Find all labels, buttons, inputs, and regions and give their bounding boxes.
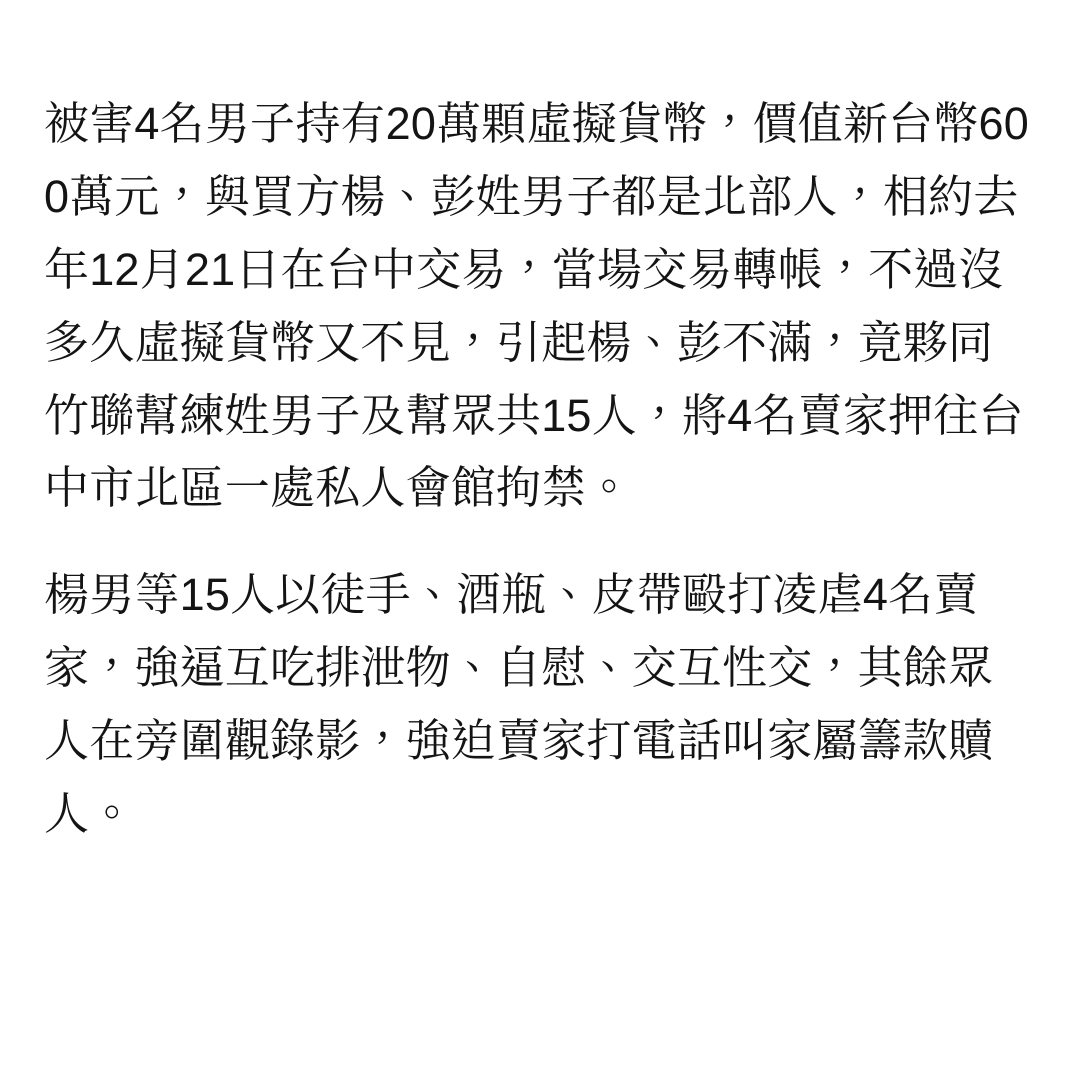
article-paragraph: 被害4名男子持有20萬顆虛擬貨幣，價值新台幣600萬元，與買方楊、彭姓男子都是北部人，相約去年12月21日在台中交易，當場交易轉帳，不過沒多久虛擬貨幣又不見，引起楊、彭不滿，竟夥同竹聯幫練姓男子及幫眾共15人，將4名賣家押往台中市北區一處私人會館拘禁。: [44, 98, 1029, 514]
article-paragraph: 楊男等15人以徒手、酒瓶、皮帶毆打凌虐4名賣家，強逼互吃排泄物、自慰、交互性交，其餘眾人在旁圍觀錄影，強迫賣家打電話叫家屬籌款贖人。: [44, 569, 994, 840]
